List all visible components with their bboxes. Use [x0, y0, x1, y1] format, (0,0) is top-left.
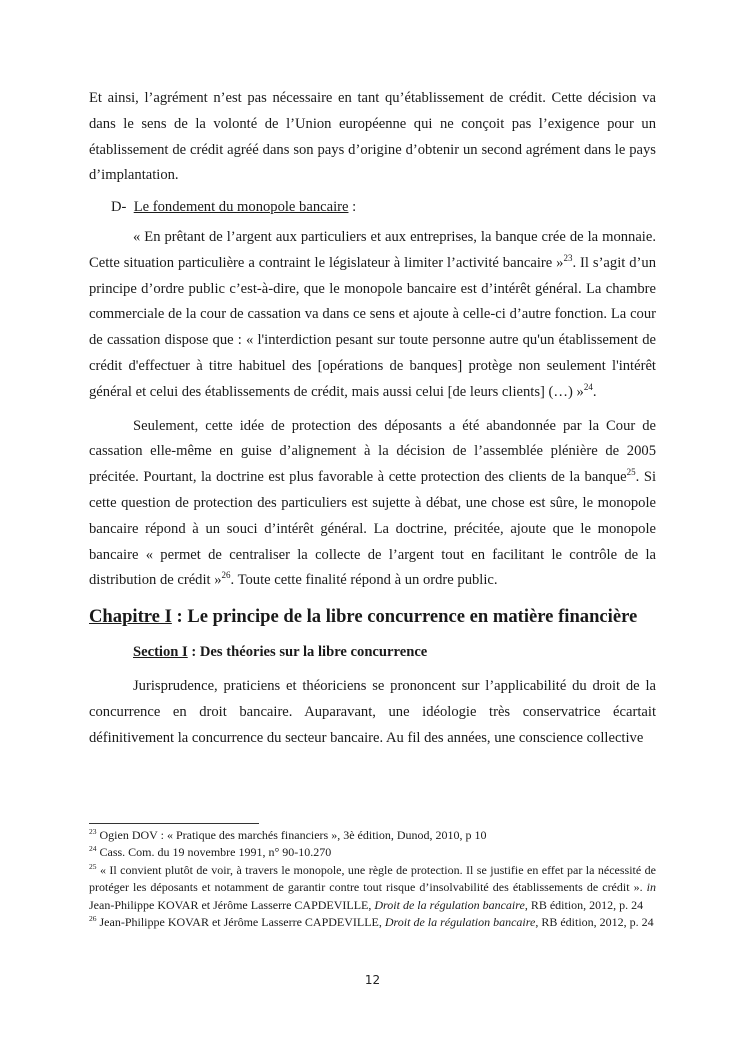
footnote: [89, 827, 656, 844]
section-d-title: Le fondement du monopole bancaire: [133, 199, 349, 216]
footnote-text: Jean-Philippe KOVAR et Jérôme Lasserre CAPDEVILLE,: [96, 915, 385, 930]
footnote-number: 26: [89, 914, 97, 924]
page-body: [89, 86, 656, 752]
footnote: [89, 914, 656, 931]
footnote-separator: [89, 823, 259, 824]
footnote-in: in: [646, 880, 656, 895]
footnote-ref[interactable]: 25: [626, 467, 636, 478]
footnote-text: Jean-Philippe KOVAR et Jérôme Lasserre CAPDEVILLE,: [89, 897, 375, 912]
footnote-book-title: Droit de la régulation bancaire: [374, 897, 525, 912]
paragraph-text: . Si cette question de protection des particuliers est sujette à débat, une chose est sûre, le monopole bancaire répond à un souci d’intérêt général. La doctrine, précitée, ajoute que le monopole bancaire « permet de centraliser la collecte de l’argent tout en facilitant le contrôle de la distribution de crédit »: [89, 469, 656, 589]
footnote-text: Ogien DOV : « Pratique des marchés financiers », 3è édition, Dunod, 2010, p 10: [96, 828, 487, 842]
paragraph: [89, 225, 656, 406]
chapter-label: Chapitre I: [89, 606, 172, 628]
footnote: [89, 862, 656, 914]
footnote-text: Cass. Com. du 19 novembre 1991, n° 90-10.270: [96, 845, 332, 860]
paragraph-text: « En prêtant de l’argent aux particuliers et aux entreprises, la banque crée de la monnaie. Cette situation particulière a contraint le législateur à limiter l’activité bancaire »: [89, 228, 656, 271]
footnote-number: 25: [89, 861, 97, 871]
paragraph: Jurisprudence, praticiens et théoriciens se prononcent sur l’applicabilité du droit de la concurrence en droit bancaire. Auparavant, une idéologie très conservatrice écartait définitivement la concurrence du secteur bancaire. Au fil des années, une conscience collective: [89, 678, 656, 746]
section-label: Section I: [133, 644, 188, 661]
chapter-heading: [89, 604, 656, 630]
paragraph-text: . Il s’agit d’un principe d’ordre public c’est-à-dire, que le monopole bancaire est d’intérêt général. La chambre commerciale de la cour de cassation va dans ce sens et ajoute à celle-ci d’autre fonction. La cour de cassation dispose que : « l'interdiction pesant sur toute personne autre qu'un établissement de crédit d'effectuer à titre habituel des [opérations de banques] protège non seulement l'intérêt général et celui des établissements de crédit, mais aussi celui [de leurs clients] (…) »: [89, 254, 657, 400]
paragraph: Et ainsi, l’agrément n’est pas nécessaire en tant qu’établissement de crédit. Cette décision va dans le sens de la volonté de l’Union européenne qui ne conçoit pas l’exigence pour un établissement de crédit agréé dans son pays d’origine d’obtenir un second agrément dans le pays d’implantation.: [89, 90, 656, 184]
section-heading-d: [111, 195, 656, 221]
paragraph-text: Seulement, cette idée de protection des déposants a été abandonnée par la Cour de cassation elle-même en guise d’alignement à la décision de l’assemblée plénière de 2005 précitée. Pourtant, la doctrine est plus favorable à cette protection des clients de la banque: [89, 417, 656, 486]
footnote-text: , RB édition, 2012, p. 24: [535, 915, 654, 930]
footnote-ref[interactable]: 24: [583, 381, 593, 392]
footnote-number: 23: [89, 827, 97, 836]
section-d-prefix: D-: [111, 199, 127, 216]
chapter-title: : Le principe de la libre concurrence en matière financière: [171, 606, 638, 628]
footnote-text: , RB édition, 2012, p. 24: [524, 897, 644, 912]
footnote-book-title: Droit de la régulation bancaire: [384, 915, 536, 930]
paragraph: [89, 414, 656, 595]
section-title: : Des théories sur la libre concurrence: [187, 644, 428, 661]
paragraph-text: . Toute cette finalité répond à un ordre public.: [230, 572, 498, 589]
page-number: 12: [364, 973, 381, 987]
footnote-ref[interactable]: 23: [563, 252, 573, 263]
footnote-text: « Il convient plutôt de voir, à travers le monopole, une règle de protection. Il se justifie en effet par la nécessité de protéger les déposants et notamment de garantir contre tout risque d’insolvabilité des établissements de crédit ».: [89, 862, 656, 895]
footnote-ref[interactable]: 26: [221, 570, 231, 581]
section-d-suffix: :: [348, 199, 357, 216]
footnote: [89, 844, 656, 861]
paragraph-text: .: [592, 383, 597, 400]
section-heading: [133, 640, 656, 664]
footnote-number: 24: [89, 844, 97, 854]
footnotes: [89, 827, 656, 931]
